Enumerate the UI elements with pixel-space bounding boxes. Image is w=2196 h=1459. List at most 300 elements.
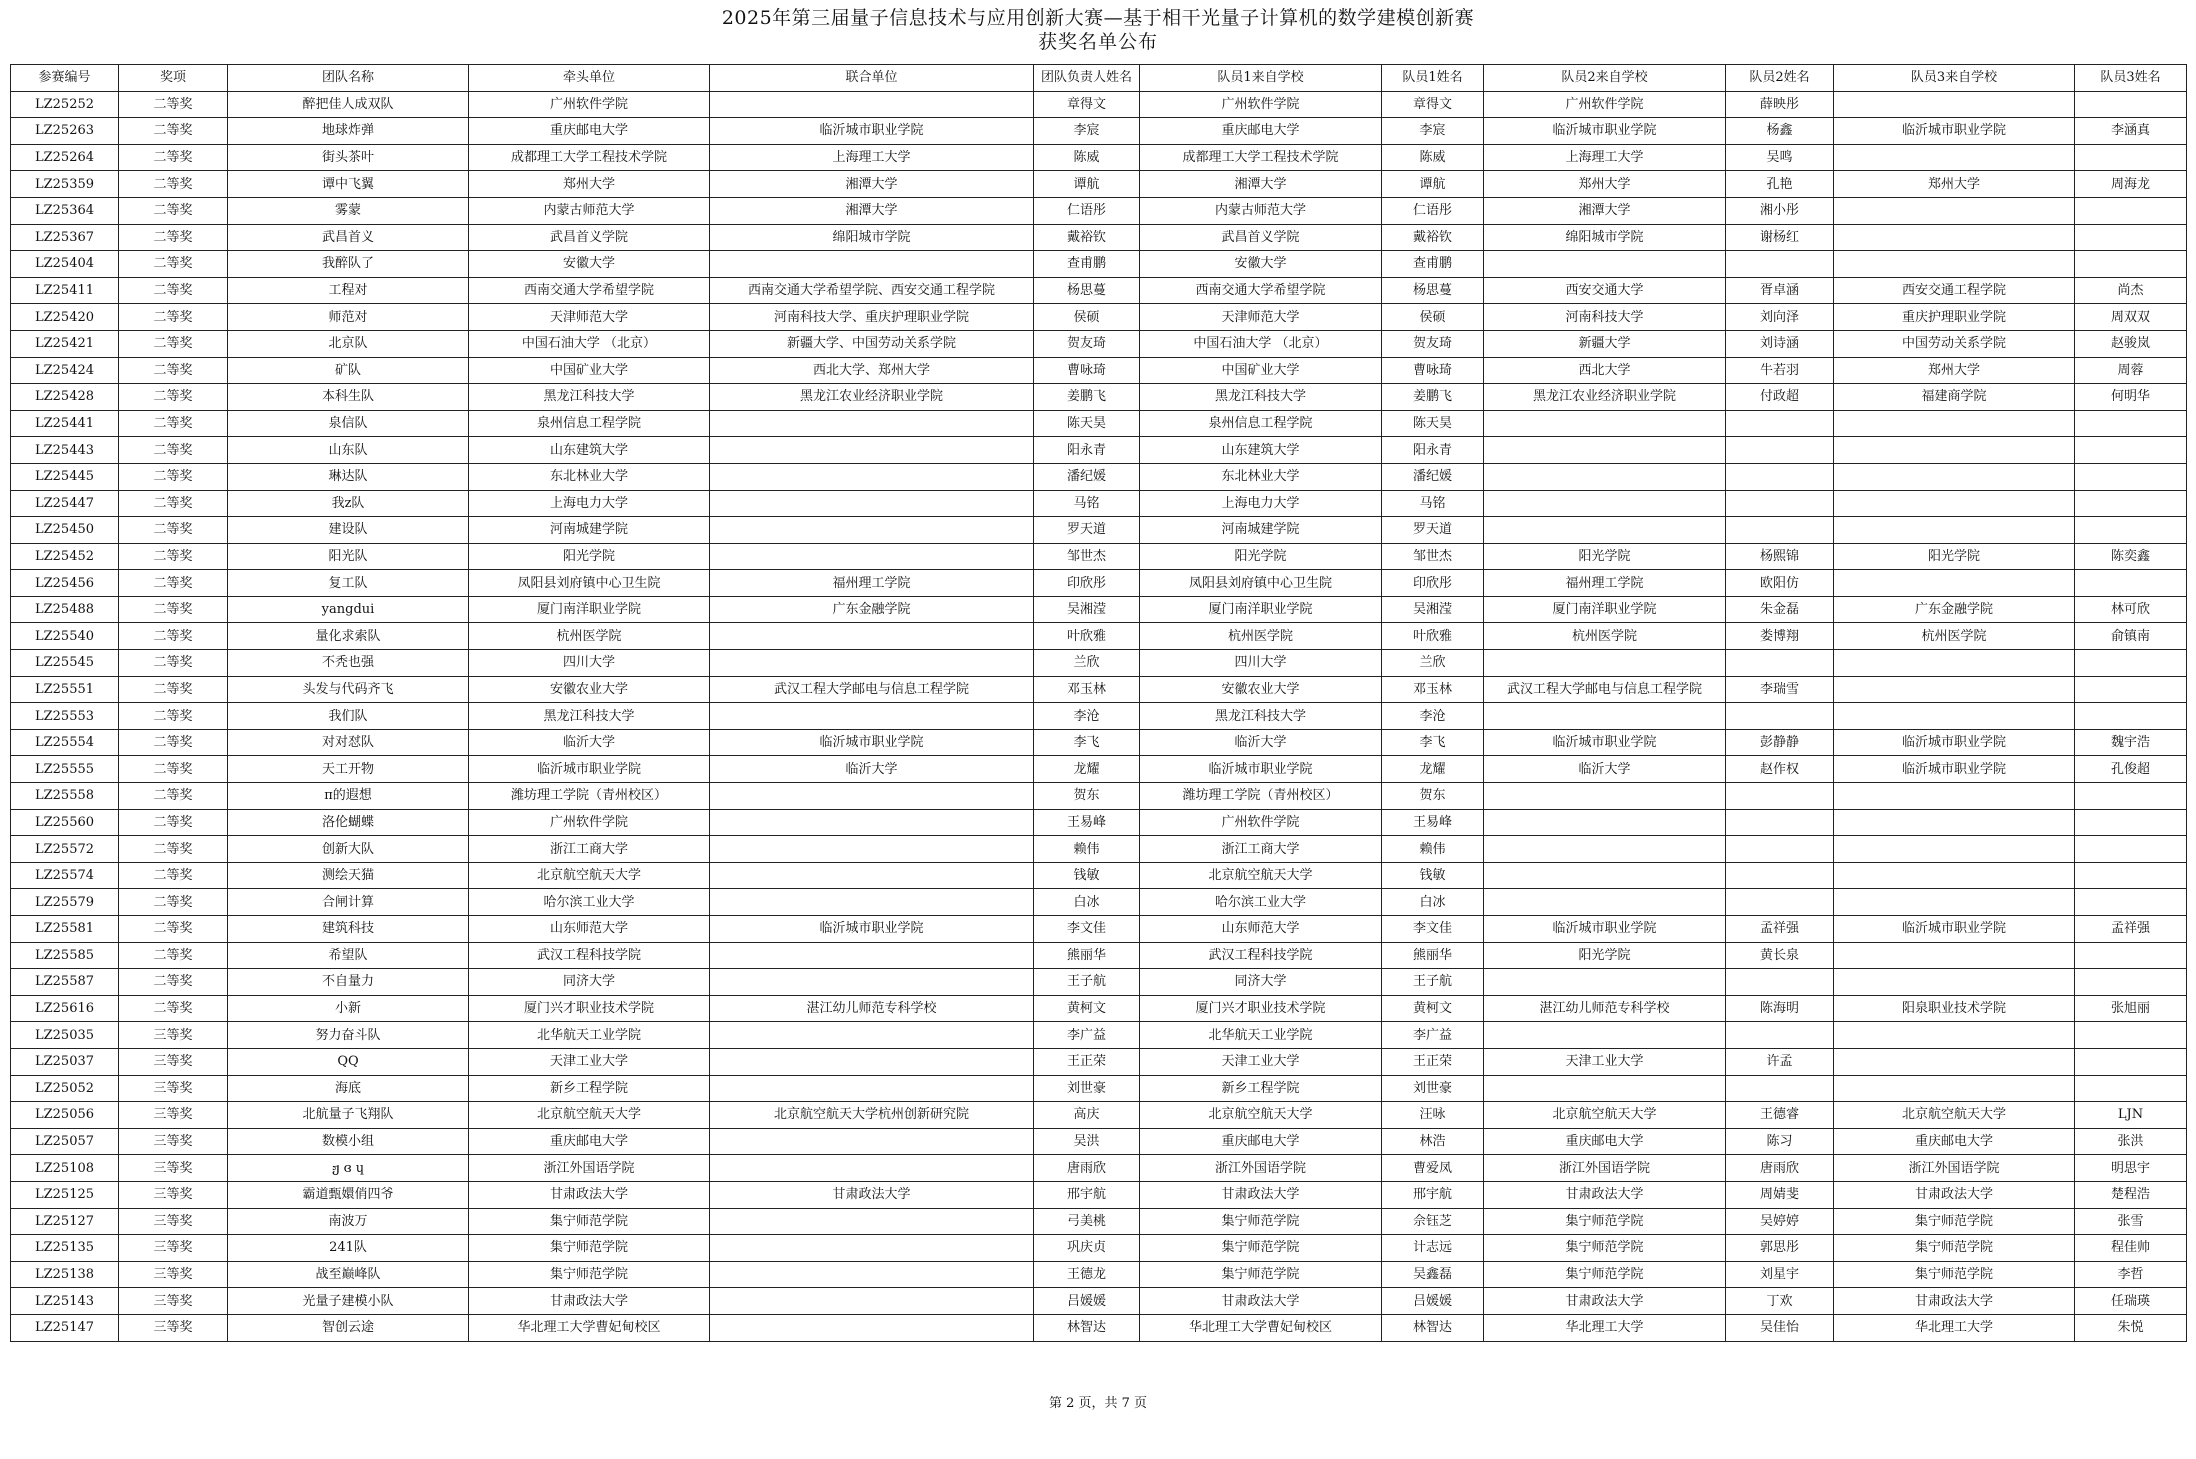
table-cell: 印欣彤 xyxy=(1034,570,1140,597)
table-cell: 张旭丽 xyxy=(2075,995,2187,1022)
table-cell: LZ25553 xyxy=(11,703,119,730)
table-cell: LZ25127 xyxy=(11,1208,119,1235)
table-cell: 黑龙江农业经济职业学院 xyxy=(710,384,1034,411)
table-cell xyxy=(1726,969,1834,996)
column-header: 队员2来自学校 xyxy=(1484,65,1726,92)
table-cell: 谢杨红 xyxy=(1726,224,1834,251)
table-cell: 朱悦 xyxy=(2075,1314,2187,1341)
table-cell: 努力奋斗队 xyxy=(228,1022,469,1049)
table-cell: 我们队 xyxy=(228,703,469,730)
table-cell: 东北林业大学 xyxy=(1140,463,1382,490)
table-cell: 浙江外国语学院 xyxy=(1484,1155,1726,1182)
table-cell: 二等奖 xyxy=(119,251,228,278)
table-cell: 章得文 xyxy=(1034,91,1140,118)
table-cell: 弓美桃 xyxy=(1034,1208,1140,1235)
table-cell xyxy=(710,809,1034,836)
table-cell: LZ25056 xyxy=(11,1102,119,1129)
table-cell: LZ25540 xyxy=(11,623,119,650)
table-cell: 贺东 xyxy=(1034,783,1140,810)
table-cell: 三等奖 xyxy=(119,1181,228,1208)
table-cell: 李广益 xyxy=(1034,1022,1140,1049)
table-cell: 山东队 xyxy=(228,437,469,464)
table-cell: 杭州医学院 xyxy=(1140,623,1382,650)
table-cell: 三等奖 xyxy=(119,1048,228,1075)
table-cell xyxy=(1834,862,2075,889)
table-cell: 巩庆贞 xyxy=(1034,1235,1140,1262)
table-cell: 集宁师范学院 xyxy=(1834,1208,2075,1235)
table-cell: 中国劳动关系学院 xyxy=(1834,330,2075,357)
table-cell xyxy=(1726,836,1834,863)
table-cell: 浙江工商大学 xyxy=(469,836,710,863)
table-cell: 邢宇航 xyxy=(1034,1181,1140,1208)
table-cell: 潘纪媛 xyxy=(1382,463,1484,490)
table-cell: 凤阳县刘府镇中心卫生院 xyxy=(469,570,710,597)
table-cell xyxy=(710,969,1034,996)
table-cell: 刘星宇 xyxy=(1726,1261,1834,1288)
table-cell xyxy=(1484,836,1726,863)
table-cell xyxy=(710,1208,1034,1235)
document-subtitle: 获奖名单公布 xyxy=(1037,31,1158,53)
table-cell xyxy=(1726,463,1834,490)
table-cell: 临沂城市职业学院 xyxy=(1834,916,2075,943)
table-cell xyxy=(2075,490,2187,517)
table-cell: 兰欣 xyxy=(1382,650,1484,677)
table-cell: 集宁师范学院 xyxy=(1484,1261,1726,1288)
table-cell: 付政超 xyxy=(1726,384,1834,411)
table-cell xyxy=(1834,490,2075,517)
table-cell: 临沂城市职业学院 xyxy=(1140,756,1382,783)
table-cell: 工程对 xyxy=(228,277,469,304)
table-cell: LZ25411 xyxy=(11,277,119,304)
table-row xyxy=(11,995,2187,1022)
table-cell: 天津师范大学 xyxy=(1140,304,1382,331)
table-cell: 邢宇航 xyxy=(1382,1181,1484,1208)
table-row xyxy=(11,783,2187,810)
table-cell: 泉州信息工程学院 xyxy=(469,410,710,437)
table-cell: 南波万 xyxy=(228,1208,469,1235)
table-cell: LZ25456 xyxy=(11,570,119,597)
table-cell: 西北大学 xyxy=(1484,357,1726,384)
table-cell: 周婧斐 xyxy=(1726,1181,1834,1208)
table-cell: LZ25138 xyxy=(11,1261,119,1288)
table-cell: 牛若羽 xyxy=(1726,357,1834,384)
table-cell: 厦门南洋职业学院 xyxy=(469,596,710,623)
table-row xyxy=(11,809,2187,836)
table-cell: 武汉工程大学邮电与信息工程学院 xyxy=(710,676,1034,703)
table-cell: 二等奖 xyxy=(119,517,228,544)
table-cell: 矿队 xyxy=(228,357,469,384)
column-header: 参赛编号 xyxy=(11,65,119,92)
table-cell: 武汉工程科技学院 xyxy=(469,942,710,969)
table-cell: 西安交通大学 xyxy=(1484,277,1726,304)
table-cell: 重庆邮电大学 xyxy=(1834,1128,2075,1155)
table-cell xyxy=(1726,251,1834,278)
table-cell: 二等奖 xyxy=(119,623,228,650)
table-cell: 上海电力大学 xyxy=(469,490,710,517)
table-cell: 二等奖 xyxy=(119,676,228,703)
table-cell: 陈习 xyxy=(1726,1128,1834,1155)
table-cell: 山东师范大学 xyxy=(1140,916,1382,943)
table-cell: 哈尔滨工业大学 xyxy=(1140,889,1382,916)
table-cell: 陈天昊 xyxy=(1382,410,1484,437)
table-cell: 重庆邮电大学 xyxy=(469,1128,710,1155)
table-cell: 武昌首义学院 xyxy=(1140,224,1382,251)
table-row xyxy=(11,410,2187,437)
table-cell: LZ25364 xyxy=(11,197,119,224)
table-cell xyxy=(1726,783,1834,810)
table-cell: 王正荣 xyxy=(1382,1048,1484,1075)
table-cell xyxy=(710,1314,1034,1341)
table-cell xyxy=(1726,517,1834,544)
table-cell: 头发与代码齐飞 xyxy=(228,676,469,703)
table-cell xyxy=(2075,144,2187,171)
table-cell xyxy=(2075,1022,2187,1049)
table-cell xyxy=(1726,1075,1834,1102)
table-cell: 上海电力大学 xyxy=(1140,490,1382,517)
table-cell: 二等奖 xyxy=(119,995,228,1022)
table-cell: 黑龙江科技大学 xyxy=(469,384,710,411)
table-cell: 甘肃政法大学 xyxy=(1484,1181,1726,1208)
table-cell: LZ25441 xyxy=(11,410,119,437)
table-cell: 建设队 xyxy=(228,517,469,544)
column-header: 队员3来自学校 xyxy=(1834,65,2075,92)
table-cell: 熊丽华 xyxy=(1382,942,1484,969)
table-cell: 广东金融学院 xyxy=(1834,596,2075,623)
table-header-row xyxy=(11,65,2187,92)
table-row xyxy=(11,729,2187,756)
table-cell: 洛伦蝴蝶 xyxy=(228,809,469,836)
table-cell: 吴湘滢 xyxy=(1034,596,1140,623)
table-cell: 雾蒙 xyxy=(228,197,469,224)
table-cell: 三等奖 xyxy=(119,1288,228,1315)
table-row xyxy=(11,304,2187,331)
table-cell: 黄长泉 xyxy=(1726,942,1834,969)
table-cell: 黑龙江科技大学 xyxy=(1140,703,1382,730)
table-cell: LZ25135 xyxy=(11,1235,119,1262)
table-cell: 二等奖 xyxy=(119,277,228,304)
table-cell: 朱金磊 xyxy=(1726,596,1834,623)
table-cell xyxy=(1834,410,2075,437)
table-cell: 中国石油大学 （北京） xyxy=(1140,330,1382,357)
table-cell: 李文佳 xyxy=(1382,916,1484,943)
table-cell xyxy=(710,543,1034,570)
table-cell: 福州理工学院 xyxy=(710,570,1034,597)
table-cell: 戴裕钦 xyxy=(1034,224,1140,251)
table-cell: 丁欢 xyxy=(1726,1288,1834,1315)
table-cell: 测绘天猫 xyxy=(228,862,469,889)
table-cell: 刘世豪 xyxy=(1034,1075,1140,1102)
table-cell: 北华航天工业学院 xyxy=(469,1022,710,1049)
table-cell: 重庆邮电大学 xyxy=(469,118,710,145)
table-cell xyxy=(1484,889,1726,916)
table-cell: 山东建筑大学 xyxy=(1140,437,1382,464)
table-cell: 湘小彤 xyxy=(1726,197,1834,224)
table-cell: 不秃也强 xyxy=(228,650,469,677)
table-cell: 数模小组 xyxy=(228,1128,469,1155)
table-cell: 潘纪媛 xyxy=(1034,463,1140,490)
table-cell xyxy=(710,889,1034,916)
table-cell: 山东建筑大学 xyxy=(469,437,710,464)
table-cell: 邹世杰 xyxy=(1034,543,1140,570)
table-cell: 广州软件学院 xyxy=(1140,809,1382,836)
table-cell xyxy=(1484,703,1726,730)
table-cell xyxy=(2075,703,2187,730)
table-cell: 街头茶叶 xyxy=(228,144,469,171)
table-cell: 吴婷婷 xyxy=(1726,1208,1834,1235)
table-cell: 北京航空航天大学 xyxy=(1140,1102,1382,1129)
table-cell: LZ25450 xyxy=(11,517,119,544)
table-cell: 我醉队了 xyxy=(228,251,469,278)
table-cell: 西南交通大学希望学院 xyxy=(469,277,710,304)
table-cell: 王德龙 xyxy=(1034,1261,1140,1288)
table-cell: LZ25443 xyxy=(11,437,119,464)
table-cell xyxy=(1726,410,1834,437)
table-cell: 杨鑫 xyxy=(1726,118,1834,145)
table-cell: 姜鹏飞 xyxy=(1034,384,1140,411)
table-cell: 姜鹏飞 xyxy=(1382,384,1484,411)
column-header: 队员3姓名 xyxy=(2075,65,2187,92)
table-cell: 安徽农业大学 xyxy=(1140,676,1382,703)
table-cell: 安徽大学 xyxy=(1140,251,1382,278)
table-cell: 天津工业大学 xyxy=(1140,1048,1382,1075)
table-cell: 二等奖 xyxy=(119,729,228,756)
table-cell: 林智达 xyxy=(1034,1314,1140,1341)
table-cell: 罗天道 xyxy=(1382,517,1484,544)
column-header: 队员1来自学校 xyxy=(1140,65,1382,92)
table-cell xyxy=(2075,91,2187,118)
table-cell: 建筑科技 xyxy=(228,916,469,943)
table-cell: 集宁师范学院 xyxy=(1834,1235,2075,1262)
table-cell xyxy=(2075,1048,2187,1075)
table-cell: 西北大学、郑州大学 xyxy=(710,357,1034,384)
table-cell: LZ25263 xyxy=(11,118,119,145)
table-cell xyxy=(1726,862,1834,889)
table-cell xyxy=(710,1075,1034,1102)
table-cell: LZ25579 xyxy=(11,889,119,916)
table-cell: 王易峰 xyxy=(1382,809,1484,836)
table-cell: 复工队 xyxy=(228,570,469,597)
table-cell: LZ25551 xyxy=(11,676,119,703)
table-row xyxy=(11,251,2187,278)
table-cell: LZ25572 xyxy=(11,836,119,863)
table-cell: 王正荣 xyxy=(1034,1048,1140,1075)
table-cell: 二等奖 xyxy=(119,304,228,331)
table-cell: 广州软件学院 xyxy=(469,809,710,836)
table-cell xyxy=(1726,437,1834,464)
document-title-block xyxy=(0,6,2196,54)
table-cell: 对对怼队 xyxy=(228,729,469,756)
table-cell: 东北林业大学 xyxy=(469,463,710,490)
table-cell: 甘肃政法大学 xyxy=(1484,1288,1726,1315)
table-cell xyxy=(710,91,1034,118)
table-cell: 王德睿 xyxy=(1726,1102,1834,1129)
table-cell xyxy=(1834,942,2075,969)
table-cell: 中国石油大学 （北京） xyxy=(469,330,710,357)
table-cell: 唐雨欣 xyxy=(1034,1155,1140,1182)
table-cell: 希望队 xyxy=(228,942,469,969)
table-cell: 甘肃政法大学 xyxy=(1834,1288,2075,1315)
table-cell: 郑州大学 xyxy=(1834,357,2075,384)
table-row xyxy=(11,277,2187,304)
table-cell xyxy=(1484,490,1726,517)
table-cell: 胥卓涵 xyxy=(1726,277,1834,304)
table-row xyxy=(11,703,2187,730)
table-cell: 李飞 xyxy=(1034,729,1140,756)
column-header: 奖项 xyxy=(119,65,228,92)
column-header: 团队负责人姓名 xyxy=(1034,65,1140,92)
table-cell: 郭思彤 xyxy=(1726,1235,1834,1262)
table-row xyxy=(11,1075,2187,1102)
table-cell: LZ25428 xyxy=(11,384,119,411)
table-cell: 二等奖 xyxy=(119,357,228,384)
table-cell xyxy=(1834,144,2075,171)
table-cell: 河南科技大学、重庆护理职业学院 xyxy=(710,304,1034,331)
table-cell: LZ25574 xyxy=(11,862,119,889)
table-cell: 二等奖 xyxy=(119,543,228,570)
table-cell: 吕媛媛 xyxy=(1034,1288,1140,1315)
table-cell: LZ25488 xyxy=(11,596,119,623)
table-cell: 章得文 xyxy=(1382,91,1484,118)
table-cell: 陈天昊 xyxy=(1034,410,1140,437)
table-cell xyxy=(1834,251,2075,278)
table-row xyxy=(11,942,2187,969)
table-row xyxy=(11,1208,2187,1235)
table-cell: 天津师范大学 xyxy=(469,304,710,331)
table-cell: 浙江外国语学院 xyxy=(1140,1155,1382,1182)
table-cell: 吴洪 xyxy=(1034,1128,1140,1155)
table-cell: 黄柯文 xyxy=(1034,995,1140,1022)
table-cell: 地球炸弹 xyxy=(228,118,469,145)
table-cell: 同济大学 xyxy=(469,969,710,996)
table-cell xyxy=(2075,783,2187,810)
table-cell: 安徽农业大学 xyxy=(469,676,710,703)
table-cell xyxy=(1834,437,2075,464)
table-cell: 阳光队 xyxy=(228,543,469,570)
table-cell: 二等奖 xyxy=(119,118,228,145)
table-cell: 二等奖 xyxy=(119,783,228,810)
table-row xyxy=(11,1181,2187,1208)
table-cell: 上海理工大学 xyxy=(1484,144,1726,171)
table-cell: 钱敏 xyxy=(1034,862,1140,889)
table-cell: 谭中飞翼 xyxy=(228,171,469,198)
table-cell xyxy=(2075,809,2187,836)
table-cell: 战至巅峰队 xyxy=(228,1261,469,1288)
table-cell: 三等奖 xyxy=(119,1022,228,1049)
table-cell: LZ25452 xyxy=(11,543,119,570)
table-cell: 北京航空航天大学杭州创新研究院 xyxy=(710,1102,1034,1129)
table-cell: LZ25035 xyxy=(11,1022,119,1049)
table-cell: 华北理工大学 xyxy=(1484,1314,1726,1341)
table-cell: 甘肃政法大学 xyxy=(1834,1181,2075,1208)
table-cell xyxy=(710,1048,1034,1075)
table-row xyxy=(11,1102,2187,1129)
table-cell: 二等奖 xyxy=(119,969,228,996)
table-cell: 程佳帅 xyxy=(2075,1235,2187,1262)
table-row xyxy=(11,1128,2187,1155)
table-cell xyxy=(1484,437,1726,464)
table-cell: 湘潭大学 xyxy=(1484,197,1726,224)
table-cell: 黑龙江科技大学 xyxy=(1140,384,1382,411)
table-cell xyxy=(1726,650,1834,677)
table-cell: 创新大队 xyxy=(228,836,469,863)
table-row xyxy=(11,1048,2187,1075)
table-cell xyxy=(2075,1075,2187,1102)
table-cell: 临沂城市职业学院 xyxy=(469,756,710,783)
table-cell: 吴鑫磊 xyxy=(1382,1261,1484,1288)
table-cell: 李宸 xyxy=(1382,118,1484,145)
table-cell: 重庆邮电大学 xyxy=(1140,1128,1382,1155)
table-cell: 集宁师范学院 xyxy=(1834,1261,2075,1288)
table-cell: 山东师范大学 xyxy=(469,916,710,943)
table-cell: 北京航空航天大学 xyxy=(1834,1102,2075,1129)
table-cell: 张雪 xyxy=(2075,1208,2187,1235)
table-cell: LZ25252 xyxy=(11,91,119,118)
table-row xyxy=(11,916,2187,943)
table-cell: 赵作权 xyxy=(1726,756,1834,783)
table-cell xyxy=(710,703,1034,730)
table-cell: 孟祥强 xyxy=(2075,916,2187,943)
table-cell xyxy=(2075,862,2187,889)
table-cell: 福州理工学院 xyxy=(1484,570,1726,597)
table-cell: 阳光学院 xyxy=(1484,543,1726,570)
table-cell: 彭静静 xyxy=(1726,729,1834,756)
table-row xyxy=(11,889,2187,916)
table-cell xyxy=(1834,836,2075,863)
table-cell: 临沂城市职业学院 xyxy=(1484,729,1726,756)
table-cell: 谭航 xyxy=(1034,171,1140,198)
table-cell: 浙江外国语学院 xyxy=(1834,1155,2075,1182)
table-cell: 俞镇南 xyxy=(2075,623,2187,650)
table-cell xyxy=(710,1288,1034,1315)
table-cell: 临沂大学 xyxy=(1140,729,1382,756)
table-cell: 娄博翔 xyxy=(1726,623,1834,650)
table-cell: 李文佳 xyxy=(1034,916,1140,943)
table-cell: 马铭 xyxy=(1382,490,1484,517)
table-cell: 浙江工商大学 xyxy=(1140,836,1382,863)
table-cell: 重庆邮电大学 xyxy=(1140,118,1382,145)
table-cell: 阳永青 xyxy=(1382,437,1484,464)
table-cell: 仁语彤 xyxy=(1382,197,1484,224)
table-cell: 绵阳城市学院 xyxy=(710,224,1034,251)
table-cell xyxy=(1726,703,1834,730)
table-cell xyxy=(2075,676,2187,703)
table-cell: 贺东 xyxy=(1382,783,1484,810)
table-cell: 叶欣雅 xyxy=(1034,623,1140,650)
table-cell xyxy=(2075,463,2187,490)
table-cell: 刘向泽 xyxy=(1726,304,1834,331)
table-row xyxy=(11,862,2187,889)
table-cell: 成都理工大学工程技术学院 xyxy=(1140,144,1382,171)
table-cell xyxy=(2075,197,2187,224)
table-cell: 阳永青 xyxy=(1034,437,1140,464)
table-cell xyxy=(1726,1022,1834,1049)
table-cell xyxy=(1834,969,2075,996)
table-cell: 同济大学 xyxy=(1140,969,1382,996)
table-cell: 任瑞瑛 xyxy=(2075,1288,2187,1315)
table-cell: 戴裕钦 xyxy=(1382,224,1484,251)
table-cell: 临沂大学 xyxy=(1484,756,1726,783)
table-cell: 二等奖 xyxy=(119,171,228,198)
table-cell xyxy=(710,490,1034,517)
table-cell xyxy=(1834,517,2075,544)
table-cell: 佘钰芝 xyxy=(1382,1208,1484,1235)
table-cell xyxy=(2075,410,2187,437)
table-cell: 中国矿业大学 xyxy=(469,357,710,384)
table-cell xyxy=(710,942,1034,969)
table-cell: 中国矿业大学 xyxy=(1140,357,1382,384)
table-cell xyxy=(710,1235,1034,1262)
table-cell xyxy=(1834,224,2075,251)
